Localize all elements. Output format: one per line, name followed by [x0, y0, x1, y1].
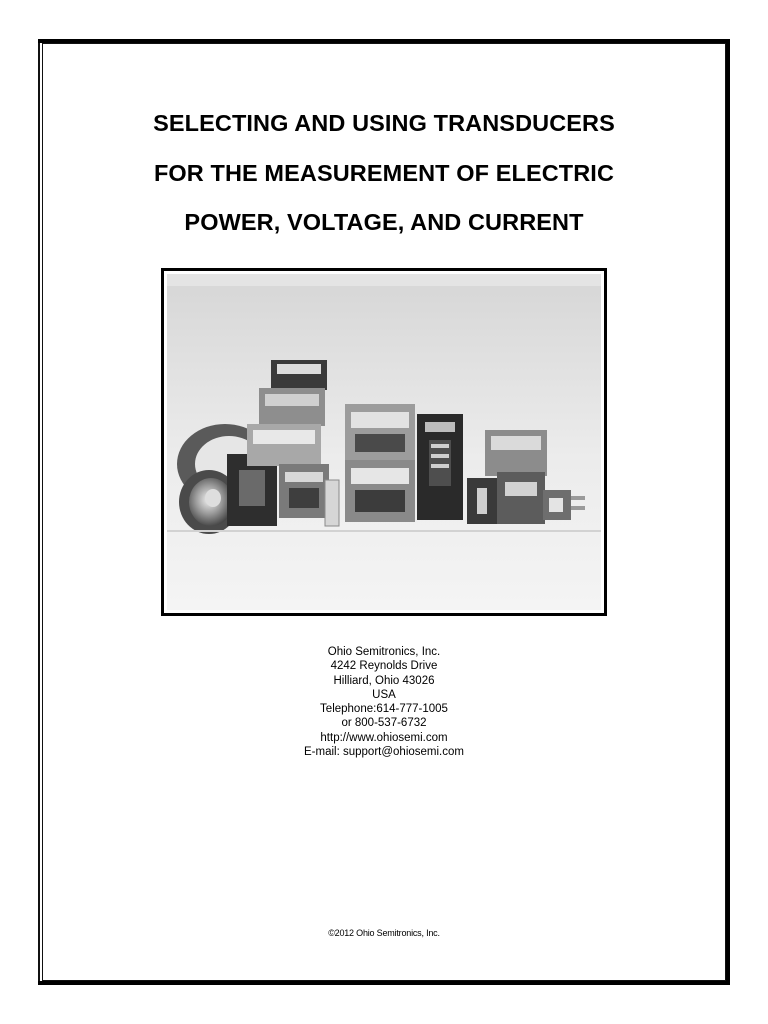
email-link[interactable]: E-mail: support@ohiosemi.com: [304, 746, 464, 759]
telephone: Telephone:614-777-1005: [320, 703, 448, 716]
transducers-photo-illustration: [167, 274, 601, 610]
product-photo: [161, 268, 607, 616]
telephone-alt: or 800-537-6732: [341, 717, 427, 730]
company-address-block: [42, 645, 726, 759]
title-line-1: SELECTING AND USING TRANSDUCERS: [153, 110, 615, 136]
title-line-2: FOR THE MEASUREMENT OF ELECTRIC: [153, 160, 615, 186]
website-link[interactable]: http://www.ohiosemi.com: [320, 731, 448, 744]
city-state-zip: Hilliard, Ohio 43026: [333, 674, 435, 687]
copyright-notice: ©2012 Ohio Semitronics, Inc.: [328, 928, 440, 938]
title-line-3: POWER, VOLTAGE, AND CURRENT: [184, 209, 584, 235]
country: USA: [372, 688, 396, 701]
street-address: 4242 Reynolds Drive: [330, 660, 438, 673]
company-name: Ohio Semitronics, Inc.: [327, 646, 441, 658]
product-photo-mat: [164, 271, 604, 613]
